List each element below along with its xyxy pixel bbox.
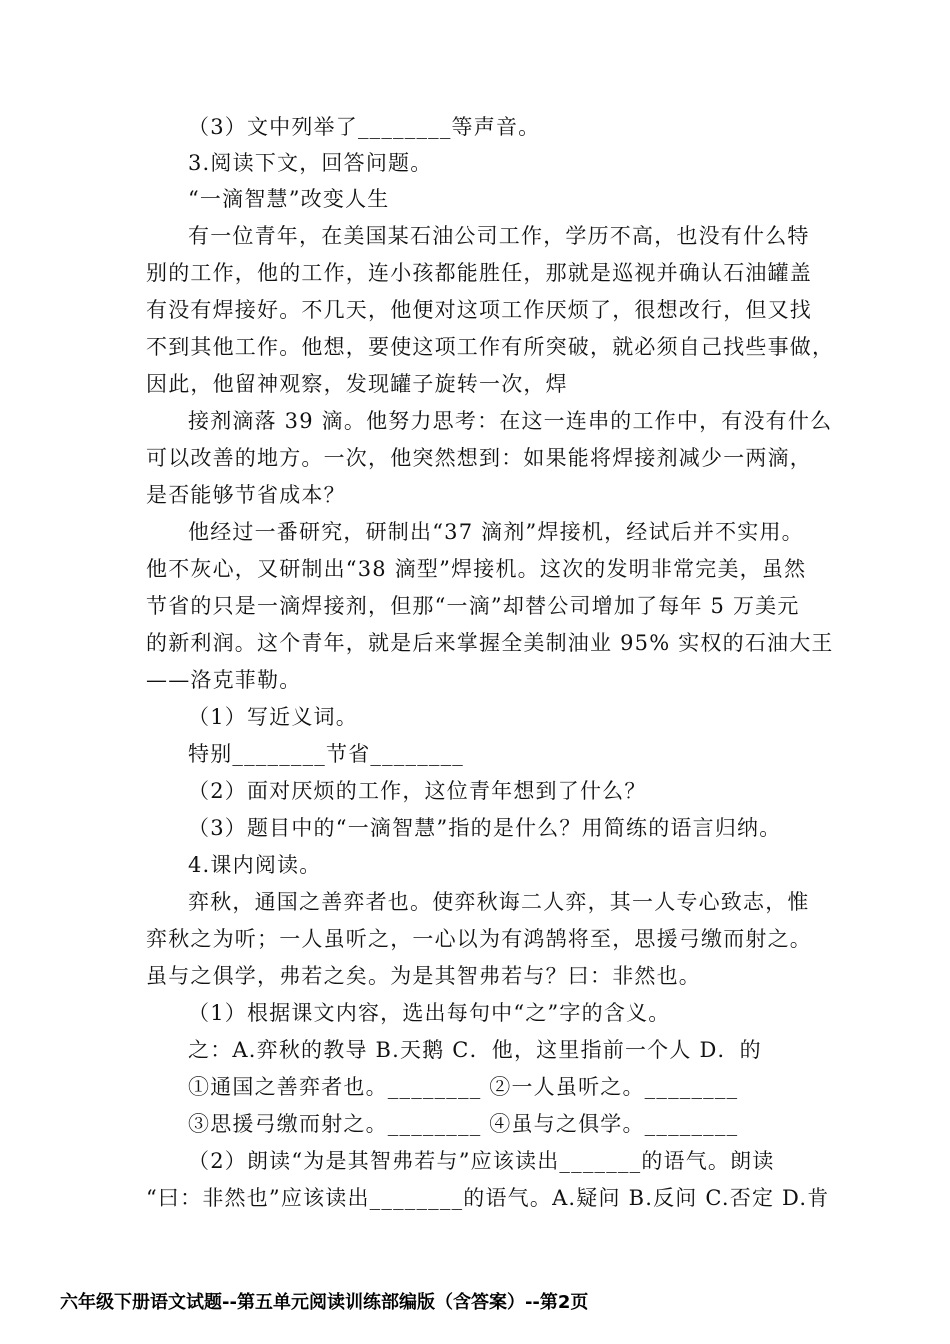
text-line: 他不灰心，又研制出“38 滴型”焊接机。这次的发明非常完美，虽然 <box>146 557 807 581</box>
text-line: 不到其他工作。他想，要使这项工作有所突破，就必须自己找些事做， <box>146 335 835 359</box>
text-line: ——洛克菲勒。 <box>146 668 302 692</box>
text-line: 3.阅读下文，回答问题。 <box>188 151 433 175</box>
text-line: （3）题目中的“一滴智慧”指的是什么？用简练的语言归纳。 <box>188 816 782 840</box>
text-line: 的新利润。这个青年，就是后来掌握全美制油业 95% 实权的石油大王 <box>146 631 834 655</box>
text-line: 有没有焊接好。不几天，他便对这项工作厌烦了，很想改行，但又找 <box>146 298 812 322</box>
text-line: 特别________节省________ <box>188 742 464 766</box>
text-line: 可以改善的地方。一次，他突然想到：如果能将焊接剂减少一两滴， <box>146 446 812 470</box>
text-line: （2）面对厌烦的工作，这位青年想到了什么？ <box>188 779 647 803</box>
text-line: 别的工作，他的工作，连小孩都能胜任，那就是巡视并确认石油罐盖 <box>146 261 812 285</box>
page-footer: 六年级下册语文试题--第五单元阅读训练部编版（含答案）--第2页 <box>60 1292 589 1313</box>
text-line: 弈秋，通国之善弈者也。使弈秋诲二人弈，其一人专心致志，惟 <box>188 890 810 914</box>
text-line: 因此，他留神观察，发现罐子旋转一次，焊 <box>146 372 568 396</box>
text-line: ①通国之善弈者也。________ ②一人虽听之。________ <box>188 1075 739 1099</box>
text-line: 虽与之俱学，弗若之矣。为是其智弗若与？曰：非然也。 <box>146 964 701 988</box>
text-line: 弈秋之为听；一人虽听之，一心以为有鸿鹄将至，思援弓缴而射之。 <box>146 927 812 951</box>
text-line: （1）根据课文内容，选出每句中“之”字的含义。 <box>188 1001 671 1025</box>
text-line: （1）写近义词。 <box>188 705 358 729</box>
text-line: “一滴智慧”改变人生 <box>188 187 390 211</box>
text-line: 接剂滴落 39 滴。他努力思考：在这一连串的工作中，有没有什么 <box>188 409 833 433</box>
text-line: 4.课内阅读。 <box>188 853 322 877</box>
text-line: ③思援弓缴而射之。________ ④虽与之俱学。________ <box>188 1112 739 1136</box>
text-line: （3）文中列举了________等声音。 <box>188 115 541 139</box>
text-line: “曰：非然也”应该读出________的语气。A.疑问 B.反问 C.否定 D.肯 <box>146 1186 830 1210</box>
text-line: 节省的只是一滴焊接剂，但那“一滴”却替公司增加了每年 5 万美元 <box>146 594 800 618</box>
text-line: 之：A.弈秋的教导 B.天鹅 C．他，这里指前一个人 D．的 <box>188 1038 762 1062</box>
text-line: 他经过一番研究，研制出“37 滴剂”焊接机，经试后并不实用。 <box>188 520 804 544</box>
text-line: （2）朗读“为是其智弗若与”应该读出_______的语气。朗读 <box>188 1149 775 1173</box>
text-line: 有一位青年，在美国某石油公司工作，学历不高，也没有什么特 <box>188 224 810 248</box>
text-line: 是否能够节省成本？ <box>146 483 346 507</box>
